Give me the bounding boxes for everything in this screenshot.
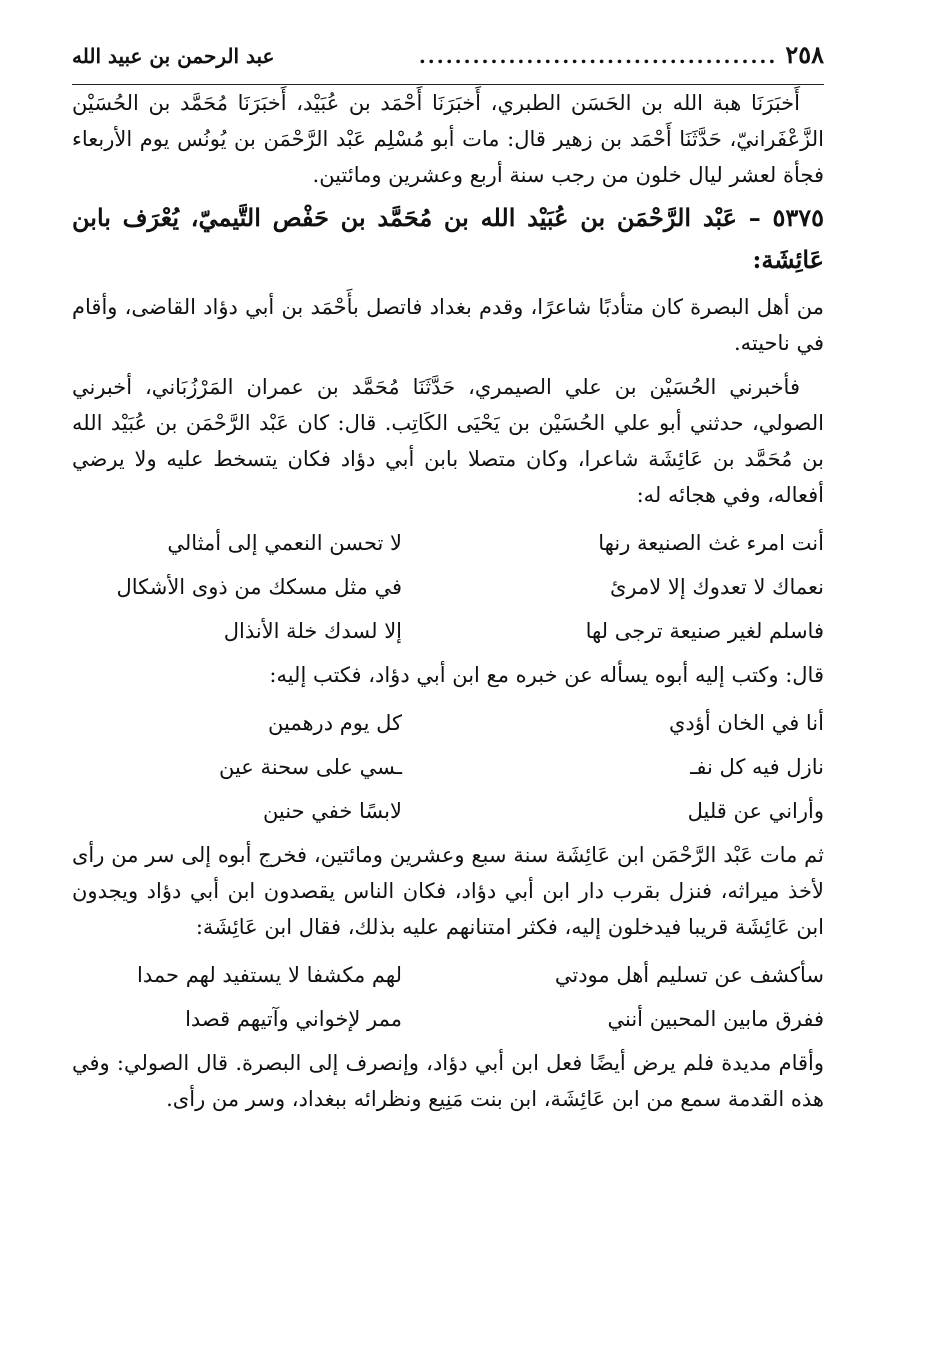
hemistich-second: لابسًا خفي حنين [262,799,402,823]
hemistich-first: فاسلم لغير صنيعة ترجى لها [585,619,824,643]
hemistich-second: لهم مكشفا لا يستفيد لهم حمدا [137,963,402,987]
hemistich-first: وأراني عن قليل [687,799,824,823]
poem-2 [72,701,824,833]
verse [72,997,824,1041]
hemistich-first: أنت امرء غث الصنيعة رنها [598,531,824,555]
header-dots: ........................................ [418,44,778,68]
hemistich-second: إلا لسدك خلة الأنذال [223,619,402,643]
entry-heading: ٥٣٧٥ – عَبْد الرَّحْمَن بن عُبَيْد الله بن مُحَمَّد بن حَفْص التَّيميّ، يُعْرَف بابن عَائِشَة: [72,203,824,274]
verse [72,609,824,653]
hemistich-second: ـسي على سحنة عين [218,755,402,779]
verse [72,745,824,789]
hemistich-first: سأكشف عن تسليم أهل مودتي [554,963,824,987]
paragraph-3: فأخبرني الحُسَيْن بن علي الصيمري، حَدَّثَنَا مُحَمَّد بن عمران المَرْزُبَاني، أخبرني الصولي، حدثني أبو علي الحُسَيْن بن يَحْيَى الكَاتِب. قال: كان عَبْد الرَّحْمَن بن عُبَيْد الله بن مُحَمَّد بن عَائِشَة شاعرا، وكان متصلا بابن أبي دؤاد فكان يتسخط عليه ولا يرضي أفعاله، وفي هجائه له: [72,375,824,507]
paragraph-4: قال: وكتب إليه أبوه يسأله عن خبره مع ابن أبي دؤاد، فكتب إليه: [269,663,824,687]
hemistich-first: أنا في الخان أؤدي [668,711,824,735]
verse [72,521,824,565]
verse [72,701,824,745]
hemistich-second: في مثل مسكك من ذوى الأشكال [116,575,402,599]
paragraph-5: ثم مات عَبْد الرَّحْمَن ابن عَائِشَة سنة سبع وعشرين ومائتين، فخرج أبوه إلى سر من رأى لأخذ ميراثه، فنزل بقرب دار ابن أبي دؤاد، فكان الناس يقصدون ابن أبي دؤاد ويجدون ابن عَائِشَة قريبا فيدخلون إليه، فكثر امتنانهم عليه بذلك، فقال ابن عَائِشَة: [72,843,824,939]
hemistich-first: نعماك لا تعدوك إلا لامرئ [609,575,824,599]
page-header [72,40,824,85]
poem-3 [72,953,824,1041]
verse [72,953,824,997]
hemistich-second: ممر لإخواني وآتيهم قصدا [185,1007,402,1031]
hemistich-second: لا تحسن النعمي إلى أمثالي [167,531,402,555]
running-title: عبد الرحمن بن عبيد الله [72,44,275,68]
hemistich-second: كل يوم درهمين [268,711,402,735]
verse [72,789,824,833]
page-number: ٢٥٨ [785,40,824,69]
hemistich-first: ففرق مابين المحبين أنني [607,1007,824,1031]
poem-1 [72,521,824,653]
verse [72,565,824,609]
hemistich-first: نازل فيه كل نفـ [690,755,824,779]
paragraph-2: من أهل البصرة كان متأدبًا شاعرًا، وقدم بغداد فاتصل بأَحْمَد بن أبي دؤاد القاضى، وأقام في ناحيته. [72,295,824,355]
paragraph-1: أَخبَرَنَا هبة الله بن الحَسَن الطبري، أَخبَرَنَا أَحْمَد بن عُبَيْد، أَخبَرَنَا مُحَمَّد بن الحُسَيْن الزَّعْفَرانيّ، حَدَّثَنَا أَحْمَد بن زهير قال: مات أبو مُسْلِم عَبْد الرَّحْمَن بن يُونُس يوم الأربعاء فجأة لعشر ليال خلون من رجب سنة أربع وعشرين ومائتين. [72,91,824,187]
paragraph-6: وأقام مديدة فلم يرض أيضًا فعل ابن أبي دؤاد، وإنصرف إلى البصرة. قال الصولي: وفي هذه القدمة سمع من ابن عَائِشَة، ابن بنت مَنِيع ونظرائه ببغداد، وسر من رأى. [72,1051,824,1111]
